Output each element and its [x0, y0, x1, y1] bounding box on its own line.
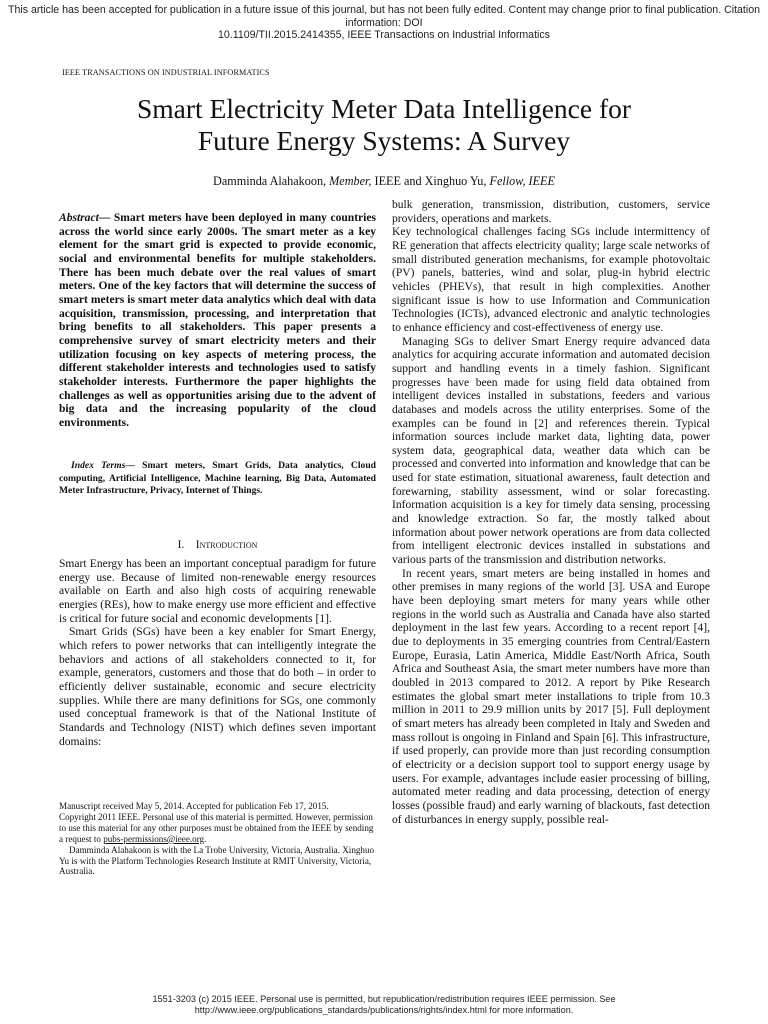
author-1: Damminda Alahakoon,	[213, 174, 330, 188]
footer-line-2: http://www.ieee.org/publications_standards/publications/rights/index.html for more information.	[194, 1005, 574, 1015]
abstract-dash: —	[98, 212, 114, 224]
index-terms-dash: —	[125, 460, 143, 471]
right-paragraph-1: Key technological challenges facing SGs include intermittency of RE generation that affects electricity quality; large scale networks of small distributed generation mechanisms, for example photovoltaic (PV) panels, batteries, wind and solar, plug-in hybrid electric vehicles (PHEVs), that result in high complexities. Another significant issue is how to use Information and Communication Technologies (ICTs), advanced electronic and analytic technologies to enhance efficiency and cost-effectiveness of energy use.	[392, 226, 710, 334]
footer-line-1: 1551-3203 (c) 2015 IEEE. Personal use is permitted, but republication/redistribution requires IEEE permission. See	[152, 994, 616, 1004]
right-paragraph-3: In recent years, smart meters are being installed in homes and other premises in many regions of the world [3]. USA and Europe have been deploying smart meters for many years while other regions in the world such as Australia and Canada have also started deployment in the last few years. According to a recent report [4], due to deployments in 35 emerging countries from Central/Eastern Europe, Eurasia, Latin America, Middle East/North Africa, South Africa and Southeast Asia, the smart meter numbers have more than doubled in 2013 compared to 2012. A report by Pike Research estimates the global smart meter installations to triple from 10.3 million in 2011 to 29.9 million units by 2017 [5]. Full deployment of smart meters has already been completed in Italy and Sweden and mass rollout is ongoing in Finland and Spain [6]. This infrastructure, if used properly, can provide more than just recording consumption of electricity or a decision support tool to support energy usage by users. For example, advantages include easier processing of billing, automated meter reading and data processing, detection of energy losses (possible fraud) and early warning of blackouts, fast detection of disturbances in energy supply, possible real-	[392, 567, 710, 826]
introduction-text	[59, 558, 376, 749]
section-number: I.	[177, 539, 185, 551]
index-terms	[59, 460, 376, 498]
abstract	[59, 212, 376, 431]
abstract-body: Smart meters have been deployed in many countries across the world since early 2000s. The smart meter as a key element for the smart grid is expected to provide economic, social and environmental benefits for multiple stakeholders. There has been much debate over the real values of smart meters. One of the key factors that will determine the success of smart meters is smart meter data analytics which deal with data acquisition, transmission, processing, and interpretation that bring benefits to all stakeholders. This paper presents a comprehensive survey of smart electricity meters and their utilization focusing on key aspects of metering process, the different stakeholder interests and technologies used to satisfy stakeholder interests. Furthermore the paper highlights the challenges as well as opportunities arising due to the advent of big data and the increasing popularity of the cloud environments.	[59, 212, 376, 429]
section-title: Introduction	[195, 539, 258, 551]
intro-paragraph-2: Smart Grids (SGs) have been a key enabler for Smart Energy, which refers to power networks that can intelligently integrate the behaviors and actions of all stakeholders connected to it, for example, generators, customers and those that do both – in order to efficiently deliver sustainable, economic and secure electricity supplies. While there are many definitions for SGs, one commonly used conceptual framework is that of the National Institute of Standards and Technology (NIST) which defines seven important domains:	[59, 626, 376, 748]
paper-title	[60, 93, 708, 157]
section-heading	[59, 539, 376, 551]
abstract-lead: Abstract	[59, 212, 99, 224]
page-footer	[0, 994, 768, 1016]
footnote-received: Manuscript received May 5, 2014. Accepted for publication Feb 17, 2015.	[59, 801, 329, 811]
author-line	[60, 174, 708, 189]
footnote-affiliations: Damminda Alahakoon is with the La Trobe University, Victoria, Australia. Xinghuo Yu is with the Platform Technologies Research Institute at RMIT University, Victoria, Australia.	[59, 844, 375, 877]
intro-paragraph-1: Smart Energy has been an important conceptual paradigm for future energy use. Because of limited non-renewable energy resources available on Earth and also high costs of acquiring renewable energies (REs), how to make energy use more efficient and effective is critical for future social and economic developments [1].	[59, 558, 376, 625]
author-1-role: Member,	[329, 174, 372, 188]
right-paragraph-2: Managing SGs to deliver Smart Energy require advanced data analytics for acquiring accurate information and automated decision support and handling events in a timely fashion. Significant progresses have been made for using field data obtained from intelligent devices installed in substations, feeders and various databases and models across the utility enterprises. Some of the examples can be found in [2] and references therein. Typical information sources include market data, lighting data, power system data, geographical data, weather data which can be processed and converted into information and knowledge that can be used for state estimation, situational awareness, fault detection and forewarning, stability assessment, wind or solar forecasting. Information acquisition is a key for timely data sensing, processing and knowledge extraction. So far, the mostly talked about information about power network operations are from data collected from intelligent electronic devices installed in substations and various parts of the transmission and distribution networks.	[392, 335, 710, 567]
right-paragraph-0: bulk generation, transmission, distribution, customers, service providers, operations and markets.	[392, 199, 710, 225]
title-line-1: Smart Electricity Meter Data Intelligence for	[136, 93, 632, 124]
footnote-copyright	[59, 812, 376, 845]
author-2-role: Fellow, IEEE	[489, 174, 555, 188]
title-line-2: Future Energy Systems: A Survey	[197, 125, 571, 156]
notice-line-2: 10.1109/TII.2015.2414355, IEEE Transactions on Industrial Informatics	[218, 29, 550, 41]
notice-line-1: This article has been accepted for publication in a future issue of this journal, but has not been fully edited. Content may change prior to final publication. Citation information: DOI	[7, 4, 761, 29]
publication-notice	[0, 4, 768, 42]
footnote-copyright-end: .	[204, 833, 207, 844]
right-column-text	[392, 199, 710, 827]
permissions-email-link[interactable]: pubs-permissions@ieee.org	[103, 833, 205, 844]
journal-name: IEEE TRANSACTIONS ON INDUSTRIAL INFORMATICS	[62, 68, 270, 77]
author-mid: IEEE and Xinghuo Yu,	[371, 174, 490, 188]
index-terms-lead: Index Terms	[71, 460, 126, 471]
manuscript-footnote	[59, 801, 376, 877]
index-terms-body: Smart meters, Smart Grids, Data analytics, Cloud computing, Artificial Intelligence, Machine learning, Big Data, Automated Meter Infrastructure, Privacy, Internet of Things.	[59, 460, 376, 497]
footnote-copyright-text: Copyright 2011 IEEE. Personal use of this material is permitted. However, permission to use this material for any other purposes must be obtained from the IEEE by sending a request to	[59, 811, 374, 844]
